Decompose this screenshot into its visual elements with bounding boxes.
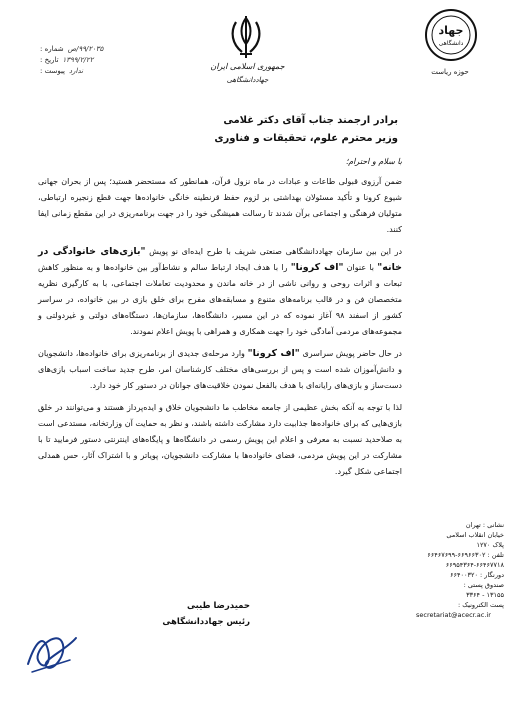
paragraph-3-part-c: وارد مرحله‌ی جدیدی از برنامه‌ریزی برای خانواده‌ها، دانشجویان و دانش‌آموزان شده است و پس از بررسی‌های مختلف کارشناسان امر، طرح جدید ساخت اسباب بازی‌های دست‌ساز و بازی‌های رایانه‌ای با هدف بالفعل نمودن خلاقیت‌های جوانان در دستور کار خود دارد. xyxy=(38,349,402,390)
signer-title: رئیس جهاددانشگاهی xyxy=(162,617,250,627)
address-line: نشانی : تهران xyxy=(465,521,504,529)
meta-attachment-row xyxy=(40,66,130,77)
meta-date-row xyxy=(40,55,130,66)
letter-attachment-label: پیوست : xyxy=(40,67,65,75)
campaign-name-2: "اف کرونا" xyxy=(247,348,300,359)
letter-number: ۹۹/۲۰۳۵/ص xyxy=(67,45,104,53)
logo-text: جهاد xyxy=(438,24,464,37)
signer-name: حمیدرضا طیبی xyxy=(186,601,250,611)
letter-body xyxy=(38,154,402,486)
phone-line: تلفن : ۶۶۹۶۶۳۰۲-۶۶۴۶۷۶۹۹ xyxy=(427,551,504,559)
iran-emblem-icon xyxy=(226,14,266,60)
paragraph-2 xyxy=(38,244,402,340)
contact-address xyxy=(416,520,504,620)
signature-icon xyxy=(22,620,82,680)
letter-date: ۱۳۹۹/۲/۲۲ xyxy=(62,56,94,64)
po-box-label: صندوق پستی : xyxy=(463,581,504,589)
letter-attachment: ندارد xyxy=(69,67,84,75)
paragraph-2-part-a: در این بین سازمان جهاددانشگاهی صنعتی شریف با طرح ایده‌ای نو پویش xyxy=(145,247,403,256)
campaign-name: "اف کرونا" xyxy=(290,262,344,273)
fax-line: دورنگار : ۶۶۴۰۰۳۲۰ xyxy=(450,571,504,579)
po-box-value: ۱۳۱۵۵ - ۳۳۶۴ xyxy=(466,591,504,599)
paragraph-2-part-e: را با هدف ایجاد ارتباط سالم و نشاط‌آور بین خانواده‌ها و به منظور کاهش تبعات و اثرات روحی و روانی ناشی از در خانه ماندن و محدودیت تعاملات اجتماعی، با به کارگیری نظریه متخصصان فن و در قالب برنامه‌های متنوع و مسابقه‌های مفرح برای خلق بازی در بین خانواده، در سراسر کشور از اسفند ۹۸ آغاز نموده که در این مسیر، دانشگاه‌ها، سازمان‌ها، دستگاه‌های دولتی و غیردولتی و مجموعه‌های مردمی آمادگی خود را جهت همکاری و همراهی با پویش اعلام نمودند. xyxy=(38,263,402,336)
email-value[interactable]: secretariat@acecr.ac.ir xyxy=(416,611,491,619)
email-label: پست الکترونیک : xyxy=(458,601,504,609)
office-label: حوزه ریاست xyxy=(431,68,469,76)
address-line: خیابان انقلاب اسلامی xyxy=(446,531,504,539)
paragraph-2-part-c: با عنوان xyxy=(343,263,378,272)
paragraph-3 xyxy=(38,346,402,394)
signer-block xyxy=(100,598,250,630)
address-line: پلاک ۱۲۷۰ xyxy=(476,541,504,549)
letter-number-label: شماره : xyxy=(40,45,64,53)
letter-date-label: تاریخ : xyxy=(40,56,59,64)
jahad-logo-icon xyxy=(424,8,478,62)
campaign-title: "بازی‌های خانوادگی در خانه" xyxy=(38,246,402,273)
country-name: جمهوری اسلامی ایران xyxy=(210,62,285,71)
paragraph-3-part-a: در حال حاضر پویش سراسری xyxy=(299,349,402,358)
paragraph-1: ضمن آرزوی قبولی طاعات و عبادات در ماه نزول قرآن، همانطور که مستحضر هستید؛ پس از بحران جهانی شیوع کرونا و تأکید مسئولان بهداشتی بر لزوم حفظ قرنطینه خانگی خانواده‌ها جهت قطع زنجیره ارتباطی، متولیان فرهنگی و اجتماعی برآن شدند تا رسالت همیشگی خود را در جهت برنامه‌ریزی در این مقطع زمانی ایفا کنند. xyxy=(38,177,402,234)
addressee-line-2: وزیر محترم علوم، تحقیقات و فناوری xyxy=(214,133,398,144)
meta-number-row xyxy=(40,44,130,55)
logo-subtext: دانشگاهی xyxy=(438,40,464,47)
addressee xyxy=(100,112,398,148)
addressee-line-1: برادر ارجمند جناب آقای دکتر غلامی xyxy=(223,115,398,126)
letter-meta xyxy=(40,44,130,77)
phone-line: ۶۶۹۵۴۳۶۴-۶۶۴۶۷۷۱۸ xyxy=(445,561,504,569)
paragraph-4: لذا با توجه به آنکه بخش عظیمی از جامعه مخاطب ما دانشجویان خلاق و ایده‌پرداز هستند و می‌توانند در خلق بازی‌هایی که برای خانواده‌ها جذابیت دارد مشارکت داشته باشند، و نظر به حمایت آن وزارتخانه، مستدعی است به صلاحدید نسبت به معرفی و اعلام این پویش رسمی در دانشگاه‌ها و پایگاه‌های اینترنتی دستور فرمایید تا با مشارکت در این پویش مردمی، فضای خانواده‌ها با مشارکت دانشجویان، پویاتر و با اشتراک آثار، حس همدلی اجتماعی شکل گیرد. xyxy=(38,403,402,476)
greeting: با سلام و احترام؛ xyxy=(345,157,402,166)
presidency-name: جهاددانشگاهی xyxy=(226,76,269,84)
